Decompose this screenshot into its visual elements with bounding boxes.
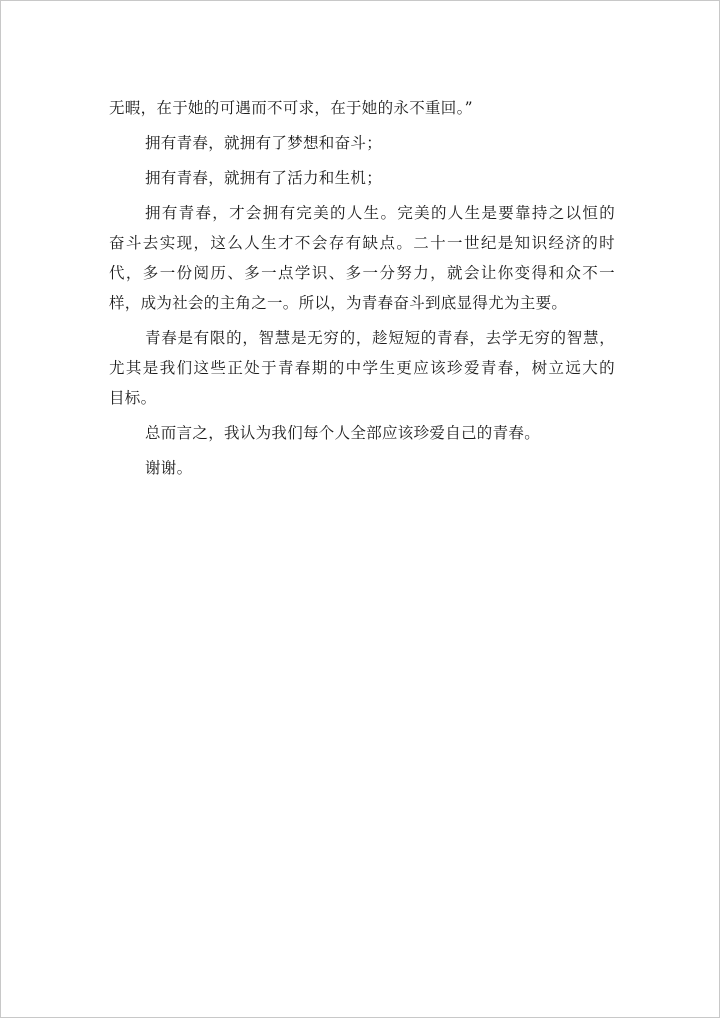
document-body	[109, 93, 615, 483]
text-line: 代，多一份阅历、多一点学识、多一分努力，就会让你变得和众不一	[109, 264, 615, 282]
text-line: 目标。	[109, 389, 157, 407]
text-line: 无暇，在于她的可遇而不可求，在于她的永不重回。”	[109, 99, 473, 117]
text-line: 总而言之，我认为我们每个人全部应该珍爱自己的青春。	[145, 424, 541, 442]
text-line: 奋斗去实现，这么人生才不会存有缺点。二十一世纪是知识经济的时	[109, 234, 615, 252]
text-line: 青春是有限的，智慧是无穷的，趁短短的青春，去学无穷的智慧，	[145, 329, 615, 347]
text-line: 谢谢。	[145, 459, 193, 477]
text-line: 样，成为社会的主角之一。所以，为青春奋斗到底显得尤为主要。	[109, 294, 568, 312]
text-line: 尤其是我们这些正处于青春期的中学生更应该珍爱青春，树立远大的	[109, 359, 615, 377]
text-line: 拥有青春，才会拥有完美的人生。完美的人生是要靠持之以恒的	[145, 204, 615, 222]
text-line: 拥有青春，就拥有了活力和生机；	[145, 169, 383, 187]
text-line: 拥有青春，就拥有了梦想和奋斗；	[145, 134, 383, 152]
